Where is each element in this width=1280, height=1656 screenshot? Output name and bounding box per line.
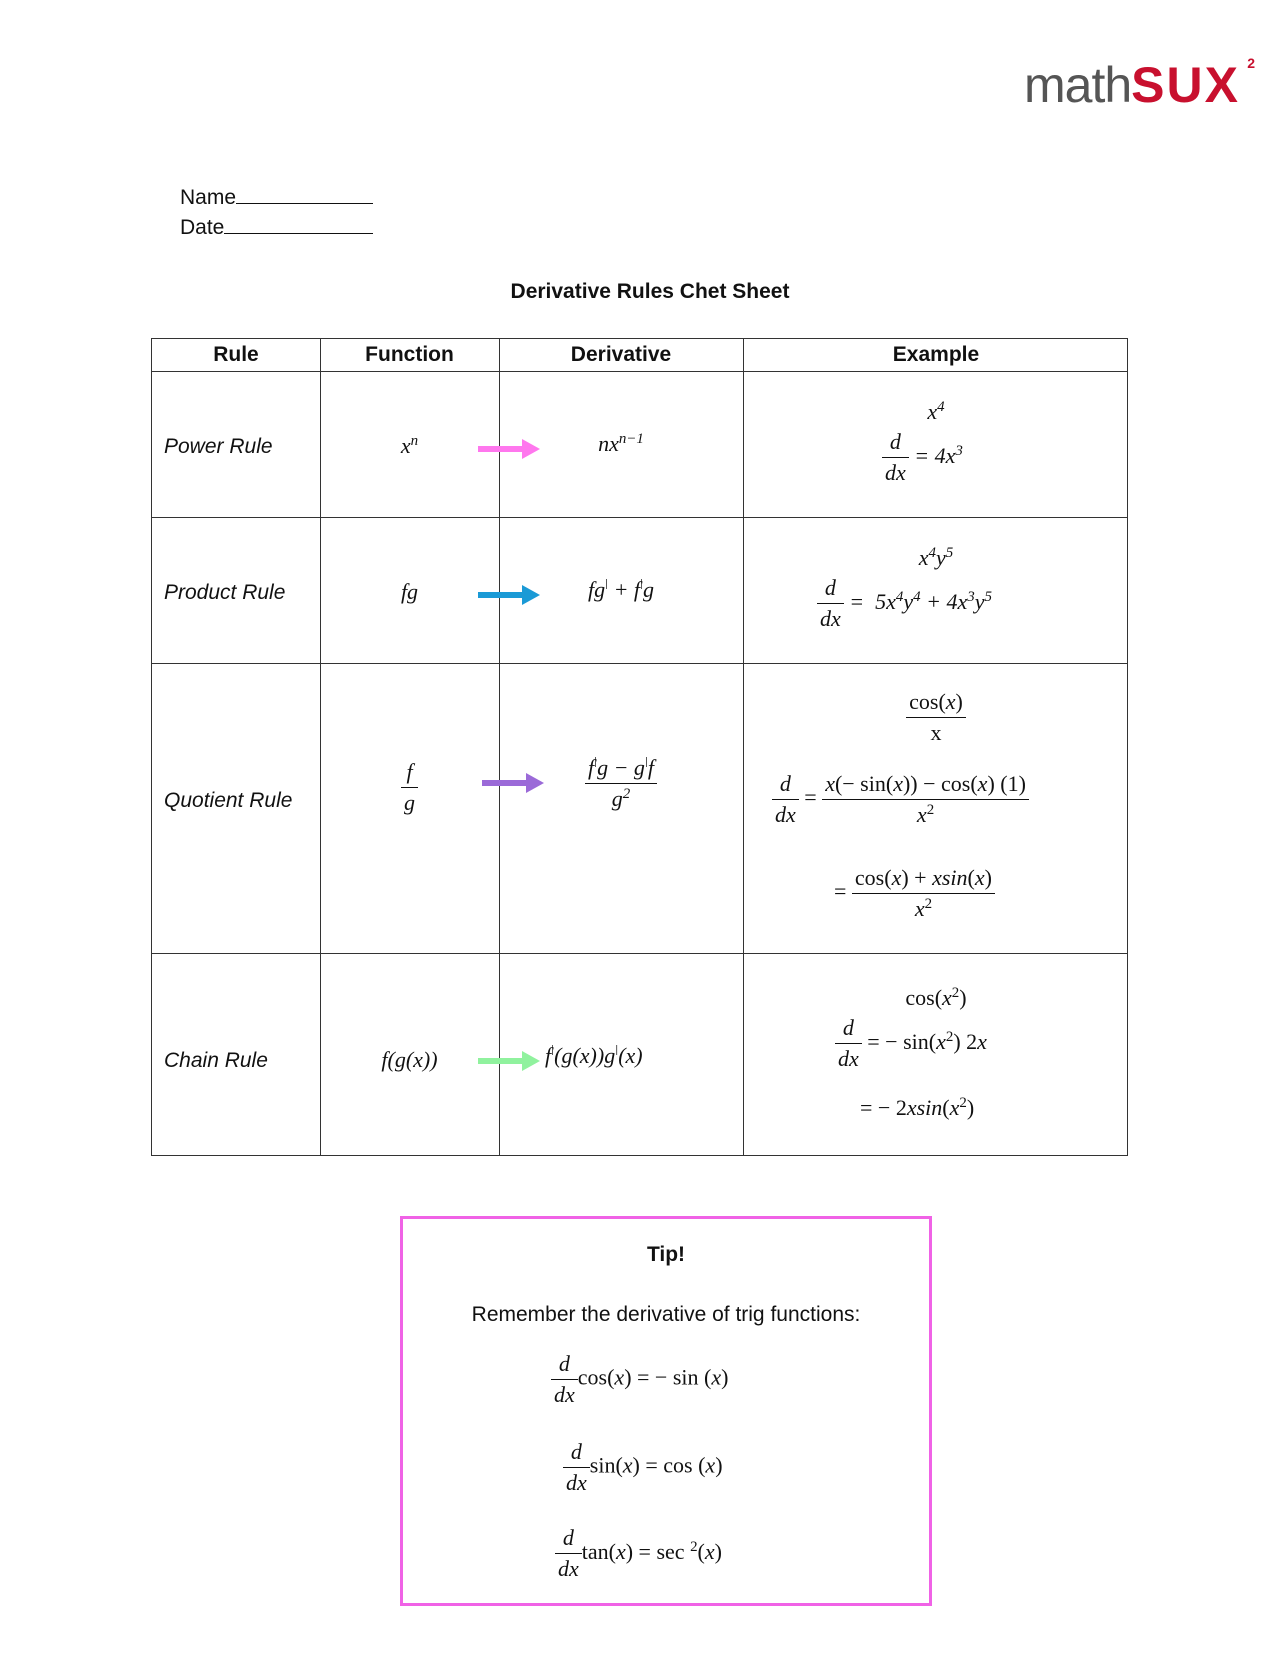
equals-sign: = — [804, 784, 817, 810]
tip-line-tan — [555, 1525, 722, 1582]
example-product-value: = $5x^4y^4 + 4x^3y^5$ — [849, 588, 992, 614]
ddx-operator: $\frac{d}{dx}$ — [817, 589, 844, 614]
function-product: fg — [400, 579, 419, 604]
row-divider — [152, 663, 1127, 664]
logo-main-text: math — [1024, 57, 1132, 113]
example-quotient-step1 — [772, 771, 1029, 828]
row-divider — [152, 953, 1127, 954]
derivative-rules-table — [151, 338, 1128, 1156]
date-field[interactable] — [180, 215, 373, 240]
date-line[interactable] — [224, 215, 373, 234]
tip-title: Tip! — [646, 1243, 686, 1266]
function-quotient: $\frac{f}{g}$ — [320, 759, 499, 816]
rule-name-power: Power Rule — [164, 435, 273, 458]
name-label: Name — [180, 186, 237, 209]
col-divider — [743, 339, 744, 1155]
mathsux-logo — [1024, 55, 1254, 113]
function-chain: f(g(x)) — [381, 1047, 438, 1072]
example-power-result — [882, 429, 963, 486]
tip-line-tan-value: tan(x) = sec $^2$(x) — [581, 1538, 722, 1564]
example-power-value: = $4x^3$ — [914, 442, 963, 468]
ddx-operator: $\frac{d}{dx}$ — [551, 1365, 578, 1390]
example-quotient-step2-value: $\frac{\cos(x) + xsin(x)}{x^2}$ — [852, 879, 995, 904]
rule-name-chain: Chain Rule — [164, 1049, 268, 1072]
tip-line-sin-value: sin(x) = cos (x) — [589, 1452, 723, 1478]
header-derivative: Derivative — [570, 343, 672, 366]
example-product-result — [817, 575, 992, 632]
derivative-power: $nx^{n-1}$ — [598, 430, 644, 456]
name-line[interactable] — [236, 185, 373, 204]
row-divider — [152, 371, 1127, 372]
ddx-operator: $\frac{d}{dx}$ — [555, 1539, 582, 1564]
tip-text: Remember the derivative of trig functions: — [471, 1303, 861, 1326]
page-title: Derivative Rules Chet Sheet — [510, 280, 790, 303]
col-divider — [320, 339, 321, 1155]
example-quotient-step1-value: $\frac{x(- \sin(x)) - \cos(x) (1)}{x^2}$ — [822, 785, 1029, 810]
rule-name-quotient: Quotient Rule — [164, 789, 293, 812]
example-quotient-expr: $\frac{\cos(x)}{x}$ — [743, 689, 1129, 746]
derivative-chain: $f^ǀ(g(x))g^ǀ(x)$ — [545, 1042, 643, 1068]
tip-box — [400, 1216, 932, 1606]
header-rule: Rule — [213, 343, 259, 366]
arrow-right-icon — [478, 1051, 540, 1071]
tip-line-sin — [563, 1439, 723, 1496]
rule-name-product: Product Rule — [164, 581, 286, 604]
date-label: Date — [180, 216, 225, 239]
example-chain-step2: = − $2xsin(x^2)$ — [860, 1094, 975, 1120]
derivative-quotient: $\frac{f^ǀg - g^ǀf}{g^2}$ — [499, 755, 743, 812]
col-divider — [499, 339, 500, 1155]
ddx-operator: $\frac{d}{dx}$ — [772, 785, 799, 810]
equals-sign: = — [834, 878, 847, 904]
example-quotient-step2 — [834, 865, 995, 922]
header-function: Function — [365, 343, 454, 366]
logo-superscript: 2 — [1247, 55, 1254, 71]
ddx-operator: $\frac{d}{dx}$ — [882, 443, 909, 468]
example-chain-step1 — [835, 1015, 987, 1072]
name-field[interactable] — [180, 185, 373, 210]
function-power: $x^n$ — [400, 432, 419, 458]
row-divider — [152, 517, 1127, 518]
tip-line-cos — [551, 1351, 728, 1408]
header-example: Example — [892, 343, 980, 366]
ddx-operator: $\frac{d}{dx}$ — [835, 1029, 862, 1054]
tip-line-cos-value: cos(x) = − sin (x) — [577, 1364, 729, 1390]
example-chain-expr: $\cos(x^2)$ — [905, 984, 967, 1010]
example-chain-step1-value: = − $\sin(x^2)$ 2x — [867, 1028, 987, 1054]
logo-accent-text: SUX — [1131, 57, 1240, 113]
derivative-product: $fg^ǀ + f^ǀg$ — [587, 576, 655, 602]
ddx-operator: $\frac{d}{dx}$ — [563, 1453, 590, 1478]
example-product-expr: $x^4y^5$ — [918, 544, 954, 570]
example-power-expr: $x^4$ — [927, 398, 945, 424]
